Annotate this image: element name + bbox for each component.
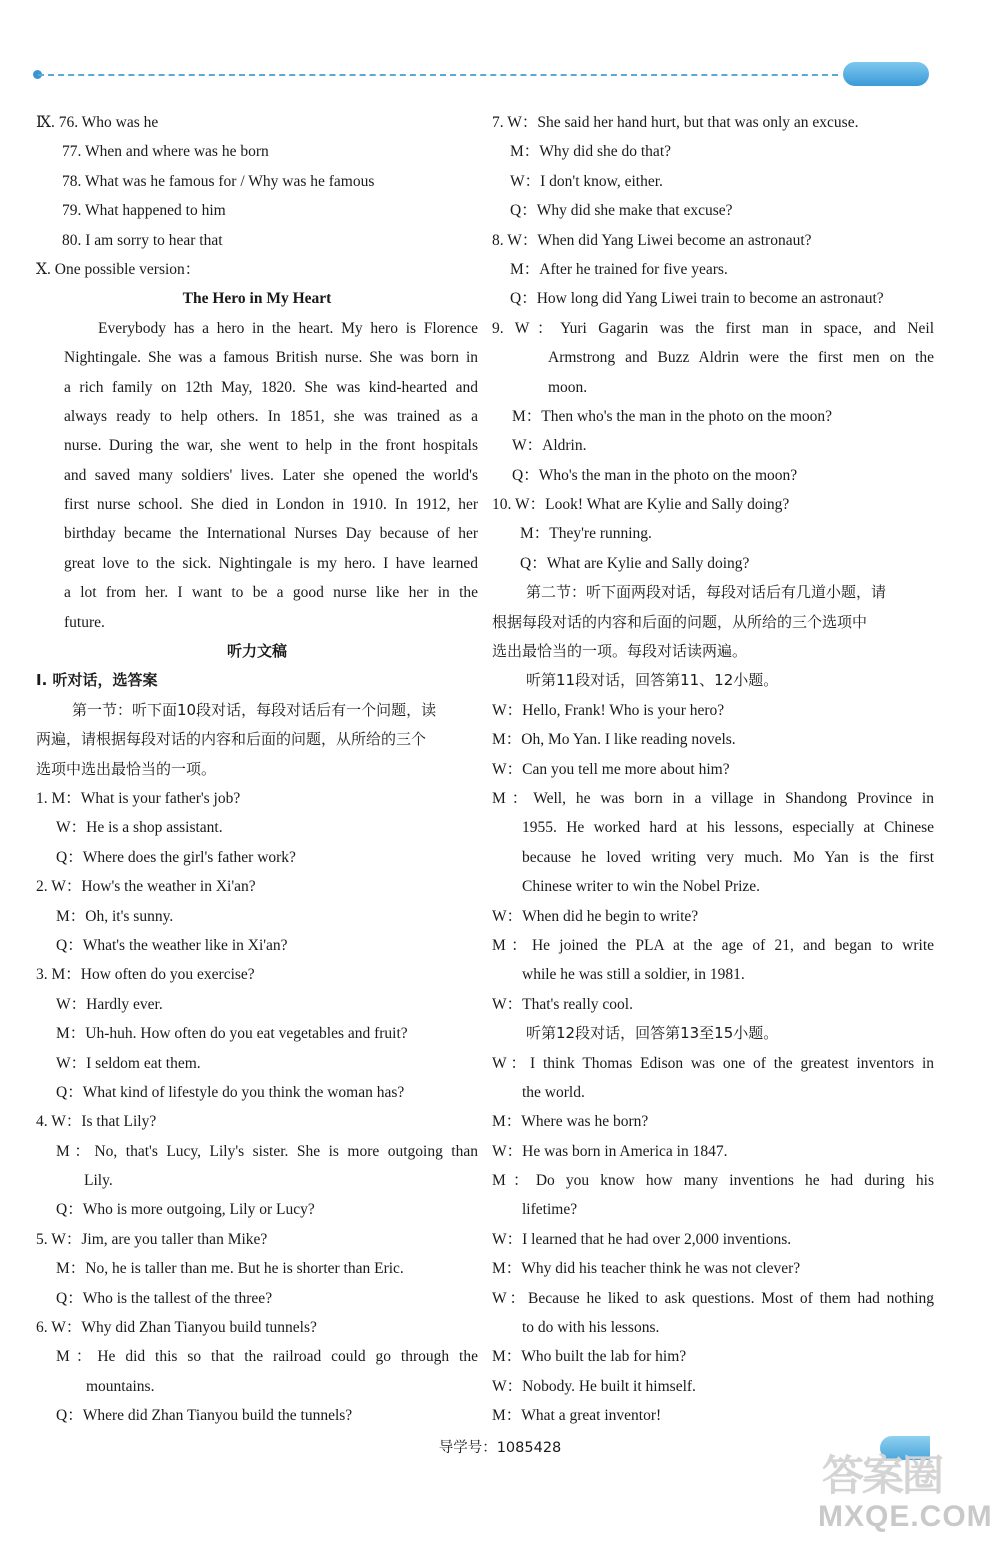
dialogue-7: W：I don't know, either. [510,172,663,190]
dialogue-7: 7. W：She said her hand hurt, but that was only an excuse. [492,114,859,131]
left-column [36,108,478,1431]
part-1-title: Ⅰ. 听对话，选答案 [36,671,158,690]
part-1-intro: 选项中选出最恰当的一项。 [36,759,217,778]
dialogue-8: Q：How long did Yang Liwei train to become an astronaut? [510,290,884,308]
dialogue-6: 6. W：Why did Zhan Tianyou build tunnels? [36,1319,317,1337]
conversation-12-line: lifetime? [522,1201,578,1219]
conversation-11-line: M：Oh, Mo Yan. I like reading novels. [492,731,736,749]
dialogue-7: M：Why did she do that? [510,143,672,161]
dialogue-5: M：No, he is taller than me. But he is shorter than Eric. [56,1260,404,1278]
answer-79: 79. What happened to him [62,202,226,220]
conversation-12-line: M：Why did his teacher think he was not clever? [492,1260,801,1278]
part-1-intro: 第一节：听下面10段对话，每段对话后有一个问题，读 [72,700,437,719]
conversation-11-line: W：Hello, Frank! Who is your hero? [492,701,725,719]
dialogue-4: M：No, that's Lucy, Lily's sister. She is more outgoing than [56,1142,478,1160]
conversation-12-line: M：Where was he born? [492,1113,649,1131]
answer-77: 77. When and where was he born [62,143,269,161]
conversation-11-line: M：Well, he was born in a village in Shandong Province in [492,789,934,807]
dialogue-4: Q：Who is more outgoing, Lily or Lucy? [56,1201,315,1219]
essay-line: Nightingale. She was a famous British nurse. She was born in [64,349,478,367]
dialogue-3: W：Hardly ever. [56,995,163,1013]
page-footer-id: 导学号：1085428 [438,1440,562,1456]
dialogue-6: Q：Where did Zhan Tianyou build the tunnels? [56,1407,353,1425]
conversation-11-line: W：Can you tell me more about him? [492,760,730,778]
essay-line: a lot from her. I want to be a good nurse like her in the [64,584,478,602]
dialogue-9: Q：Who's the man in the photo on the moon? [512,466,798,484]
essay-line: always ready to help others. In 1851, she was trained as a [64,407,478,425]
watermark-logo: 答案圈 [822,1451,943,1500]
dialogue-2: Q：What's the weather like in Xi'an? [56,936,288,954]
dialogue-5: Q：Who is the tallest of the three? [56,1289,273,1307]
answer-78: 78. What was he famous for / Why was he famous [62,172,375,190]
conversation-12-line: to do with his lessons. [522,1319,660,1337]
part-2-intro: 选出最恰当的一项。每段对话读两遍。 [492,642,748,661]
dialogue-9: W：Aldrin. [512,437,587,455]
dialogue-10: 10. W：Look! What are Kylie and Sally doing? [492,496,790,514]
dialogue-1: W：He is a shop assistant. [56,819,223,837]
conversation-11-line: W：That's really cool. [492,995,633,1013]
dialogue-7: Q：Why did she make that excuse? [510,202,733,220]
conversation-12-line: M：Do you know how many inventions he had during his [492,1172,934,1190]
conversation-11-line: M：He joined the PLA at the age of 21, and began to write [492,936,934,954]
conversation-12-line: W：I learned that he had over 2,000 inventions. [492,1230,792,1248]
answer-80: 80. I am sorry to hear that [62,231,223,249]
dialogue-3: M：Uh-huh. How often do you eat vegetables and fruit? [56,1025,408,1043]
transcript-title: 听力文稿 [226,642,287,661]
conversation-11-line: while he was still a soldier, in 1981. [522,966,745,984]
essay-line: great love to the sick. Nightingale is my hero. I have learned [64,554,478,572]
part-2-intro: 根据每段对话的内容和后面的问题，从所给的三个选项中 [492,612,868,631]
dialogue-10: M：They're running. [520,525,652,543]
dialogue-9: M：Then who's the man in the photo on the moon? [512,407,833,425]
conversation-12-intro: 听第12段对话，回答第13至15小题。 [526,1024,779,1043]
dialogue-2: M：Oh, it's sunny. [56,907,174,925]
part-1-intro: 两遍，请根据每段对话的内容和后面的问题，从所给的三个 [36,730,427,749]
essay-line: and saved many soldiers' lives. Later she opened the world's [64,466,478,484]
conversation-12-line: W：I think Thomas Edison was one of the greatest inventors in [492,1054,934,1072]
dialogue-9: 9. W：Yuri Gagarin was the first man in space, and Neil [492,319,934,337]
dialogue-9: moon. [548,378,588,396]
answer-76: Ⅸ. 76. Who was he [36,114,159,131]
conversation-12-line: W：Nobody. He built it himself. [492,1377,696,1395]
essay-title: The Hero in My Heart [182,290,332,308]
conversation-12-line: W：He was born in America in 1847. [492,1142,728,1160]
essay-line: first nurse school. She died in London in 1910. In 1912, her [64,496,478,514]
section-10-label: Ⅹ. One possible version： [36,260,201,278]
dialogue-2: 2. W：How's the weather in Xi'an? [36,878,256,896]
dialogue-8: 8. W：When did Yang Liwei become an astronaut? [492,231,812,249]
dialogue-1: 1. M：What is your father's job? [36,789,241,807]
essay-line: future. [64,613,105,631]
conversation-11-line: W：When did he begin to write? [492,907,699,925]
essay-line: Everybody has a hero in the heart. My hero is Florence [98,319,478,337]
dialogue-9: Armstrong and Buzz Aldrin were the first men on the [548,349,934,367]
part-2-intro: 第二节：听下面两段对话，每段对话后有几道小题，请 [526,583,887,602]
conversation-12-line: M：What a great inventor! [492,1407,662,1425]
dialogue-3: 3. M：How often do you exercise? [36,966,255,984]
right-column [492,108,934,1431]
dialogue-5: 5. W：Jim, are you taller than Mike? [36,1230,268,1248]
conversation-12-line: W：Because he liked to ask questions. Most of them had nothing [492,1289,934,1307]
essay-line: birthday became the International Nurses Day because of her [64,525,478,543]
dialogue-1: Q：Where does the girl's father work? [56,848,296,866]
dialogue-6: M：He did this so that the railroad could go through the [56,1348,478,1366]
dialogue-6: mountains. [86,1377,155,1395]
dialogue-3: Q：What kind of lifestyle do you think the woman has? [56,1083,405,1101]
conversation-12-line: the world. [522,1083,585,1101]
dialogue-10: Q：What are Kylie and Sally doing? [520,554,750,572]
dialogue-4: 4. W：Is that Lily? [36,1113,157,1131]
header-tab-badge [843,62,929,86]
dialogue-4: Lily. [84,1172,113,1190]
dialogue-3: W：I seldom eat them. [56,1054,201,1072]
conversation-11-line: because he loved writing very much. Mo Yan is the first [522,848,934,866]
conversation-11-intro: 听第11段对话，回答第11、12小题。 [526,671,779,690]
header-dashed-rule [38,74,838,76]
essay-line: nurse. During the war, she went to help in the front hospitals [64,437,478,455]
watermark-text: MXQE.COM [818,1500,993,1533]
conversation-11-line: Chinese writer to win the Nobel Prize. [522,878,761,896]
essay-line: a rich family on 12th May, 1820. She was kind-hearted and [64,378,478,396]
conversation-12-line: M：Who built the lab for him? [492,1348,687,1366]
conversation-11-line: 1955. He worked hard at his lessons, especially at Chinese [522,819,934,837]
dialogue-8: M：After he trained for five years. [510,260,728,278]
